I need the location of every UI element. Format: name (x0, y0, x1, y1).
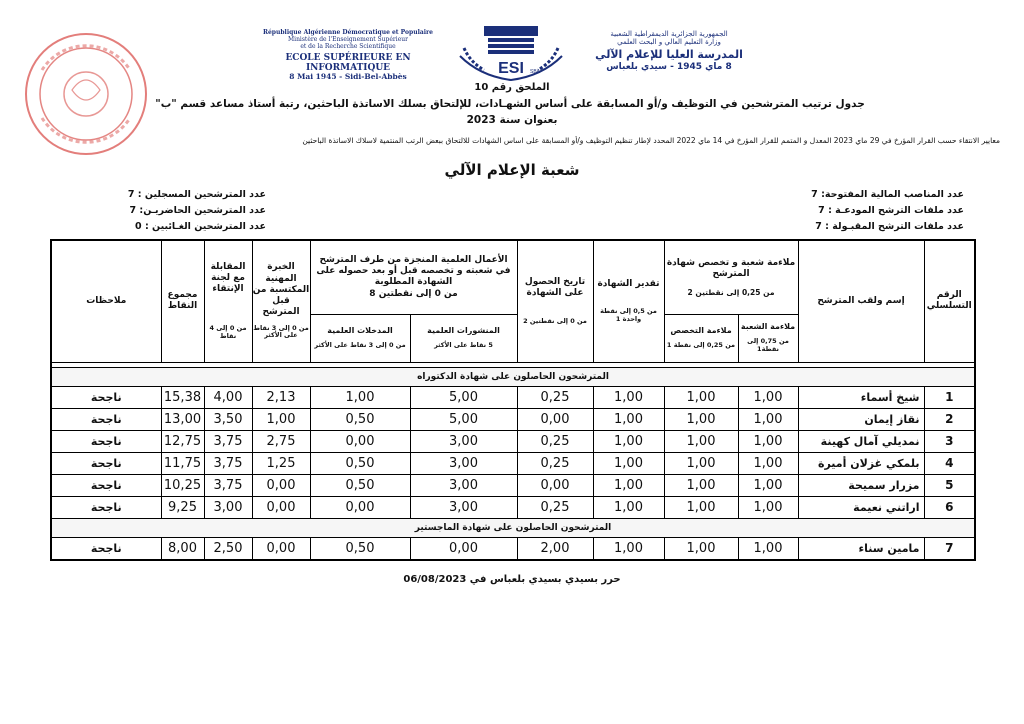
cell-experience: 0,00 (252, 537, 310, 560)
col-relevance-branch (738, 314, 798, 362)
cell-status: ناجحة (51, 386, 161, 408)
cell-status: ناجحة (51, 452, 161, 474)
cell-name: شيخ أسماء (798, 386, 924, 408)
cell-serial: 5 (924, 474, 975, 496)
document-title: جدول ترتيب المترشحين في التوظيف و/أو المسابقة على أساس الشهـادات، للإلتحاق بسلك الاساتذة الباحثين، رتبة أستاذ مساعد قسم "ب" (155, 98, 865, 110)
col-experience (252, 240, 310, 362)
cell-date: 0,25 (517, 386, 593, 408)
col-spec-scale: من 0,25 إلى نقطة 1 (666, 340, 736, 349)
cell-experience: 2,75 (252, 430, 310, 452)
cell-grade: 1,00 (593, 537, 664, 560)
cell-date: 0,25 (517, 452, 593, 474)
cell-total: 8,00 (161, 537, 204, 560)
cell-communications: 0,00 (310, 430, 410, 452)
col-communications-scale: من 0 إلى 3 نقاط على الأكثر (314, 340, 406, 349)
cell-publications: 0,00 (410, 537, 517, 560)
cell-total: 11,75 (161, 452, 204, 474)
cell-grade: 1,00 (593, 386, 664, 408)
stat-files-submitted: عدد ملفات الترشح المودعـة : 7 (818, 205, 964, 216)
header-arabic (584, 30, 754, 72)
cell-status: ناجحة (51, 474, 161, 496)
col-date-label: تاريخ الحصول على الشهادة (524, 277, 586, 299)
cell-grade: 1,00 (593, 430, 664, 452)
col-works-label: الأعمال العلمية المنجزة من طرف المترشح في شعبته و تخصصه قبل أو بعد حصوله على الشهادة المطلوبة (316, 254, 511, 288)
cell-name: مزرار سميحة (798, 474, 924, 496)
cell-spec: 1,00 (664, 496, 738, 518)
col-experience-scale: من 0 إلى 3 نقاط على الأكثر (253, 323, 309, 340)
stat-present: عدد المترشحين الحاضريـن: 7 (129, 205, 266, 216)
cell-publications: 3,00 (410, 496, 517, 518)
ar-school-city: 8 ماي 1945 - سيدي بلعباس (606, 61, 732, 72)
cell-total: 15,38 (161, 386, 204, 408)
col-branch-scale: من 0,75 إلى نقطة1 (747, 337, 789, 353)
col-relevance-spec (664, 314, 738, 362)
cell-branch: 1,00 (738, 474, 798, 496)
fr-school-city: 8 Mai 1945 - Sidi-Bel-Abbès (289, 72, 407, 82)
cell-branch: 1,00 (738, 452, 798, 474)
col-publications-scale: 5 نقاط على الأكثر (434, 340, 493, 349)
cell-date: 2,00 (517, 537, 593, 560)
cell-date: 0,00 (517, 408, 593, 430)
col-grade (593, 240, 664, 362)
cell-status: ناجحة (51, 408, 161, 430)
stat-open-positions: عدد المناصب المالية المفتوحة: 7 (811, 189, 964, 200)
cell-total: 13,00 (161, 408, 204, 430)
cell-communications: 0,50 (310, 452, 410, 474)
cell-total: 9,25 (161, 496, 204, 518)
section-doctorate: المترشحون الحاصلون على شهادة الدكتوراه (51, 367, 975, 386)
cell-communications: 0,00 (310, 496, 410, 518)
col-interview-scale: من 0 إلى 4 نقاط (209, 324, 247, 341)
cell-serial: 4 (924, 452, 975, 474)
col-grade-scale: من 0,5 إلى نقطة واحدة 1 (600, 307, 657, 323)
stats-positions (811, 187, 964, 235)
col-notes: ملاحظات (51, 240, 161, 362)
cell-interview: 3,00 (204, 496, 252, 518)
cell-serial: 2 (924, 408, 975, 430)
ranking-table (50, 239, 976, 561)
cell-branch: 1,00 (738, 386, 798, 408)
cell-grade: 1,00 (593, 452, 664, 474)
table-row (51, 408, 975, 430)
cell-interview: 4,00 (204, 386, 252, 408)
cell-grade: 1,00 (593, 474, 664, 496)
table-row (51, 496, 975, 518)
cell-experience: 2,13 (252, 386, 310, 408)
cell-interview: 2,50 (204, 537, 252, 560)
ar-republic: الجمهورية الجزائرية الديمقراطية الشعبية (610, 30, 728, 38)
logo-text: ESI (498, 60, 524, 77)
cell-experience: 0,00 (252, 474, 310, 496)
col-communications (310, 314, 410, 362)
selection-criteria: معايير الانتقاء حسب القرار المؤرخ في 29 ماي 2023 المعدل و المتمم للقرار المؤرخ في 14 ماي 2022 المحدد لإطار تنظيم التوظيف و/أو المسابقة على اساس الشهادات للالتحاق ببعض الرتب المنتمية لاسلاك الاساتذة الباحثين (302, 136, 1000, 145)
cell-branch: 1,00 (738, 496, 798, 518)
cell-total: 12,75 (161, 430, 204, 452)
cell-communications: 0,50 (310, 537, 410, 560)
logo-subtext: SBA (530, 69, 541, 75)
cell-experience: 1,25 (252, 452, 310, 474)
cell-status: ناجحة (51, 537, 161, 560)
cell-branch: 1,00 (738, 537, 798, 560)
cell-spec: 1,00 (664, 452, 738, 474)
ar-ministry: وزارة التعليم العالي و البحث العلمي (617, 38, 721, 47)
cell-branch: 1,00 (738, 430, 798, 452)
table-row (51, 430, 975, 452)
cell-interview: 3,75 (204, 452, 252, 474)
col-publications (410, 314, 517, 362)
cell-date: 0,25 (517, 496, 593, 518)
cell-spec: 1,00 (664, 474, 738, 496)
cell-publications: 3,00 (410, 430, 517, 452)
esi-logo (450, 18, 572, 86)
col-interview (204, 240, 252, 362)
cell-experience: 1,00 (252, 408, 310, 430)
col-relevance-label: ملاءمة شعبة و تخصص شهادة المترشح (666, 257, 796, 279)
col-works-scale: من 0 إلى نقطتين 8 (369, 288, 458, 299)
cell-name: بلمكي غزلان أميرة (798, 452, 924, 474)
cell-name: اراتني نعيمة (798, 496, 924, 518)
col-experience-label: الخبرة المهنية المكتسبة من قبل المترشح (252, 262, 310, 318)
table-row (51, 386, 975, 408)
cell-status: ناجحة (51, 496, 161, 518)
col-grade-label: تقدير الشهادة (597, 278, 660, 289)
fr-republic: République Algérienne Démocratique et Populaire (262, 29, 433, 36)
col-relevance (664, 240, 798, 314)
cell-serial: 7 (924, 537, 975, 560)
annex-number: الملحق رقم 10 (474, 82, 550, 93)
col-branch-label: ملاءمة الشعبة (740, 322, 796, 332)
cell-interview: 3,75 (204, 430, 252, 452)
cell-communications: 0,50 (310, 408, 410, 430)
department-title: شعبة الإعلام الآلي (444, 161, 580, 179)
col-serial: الرقم التسلسلي (924, 240, 975, 362)
cell-date: 0,25 (517, 430, 593, 452)
table-row (51, 452, 975, 474)
cell-grade: 1,00 (593, 496, 664, 518)
cell-serial: 6 (924, 496, 975, 518)
cell-status: ناجحة (51, 430, 161, 452)
col-spec-label: ملاءمة التخصص (670, 326, 732, 336)
fr-school-name: ECOLE SUPÉRIEURE EN INFORMATIQUE (285, 52, 411, 74)
col-relevance-scale: من 0,25 إلى نقطتين 2 (687, 288, 775, 297)
cell-interview: 3,50 (204, 408, 252, 430)
footer-signature-line: حرر بسيدي بسيدي بلعباس في 06/08/2023 (403, 574, 621, 585)
cell-total: 10,25 (161, 474, 204, 496)
stats-candidates (106, 187, 266, 235)
cell-communications: 1,00 (310, 386, 410, 408)
table-row (51, 474, 975, 496)
stat-files-accepted: عدد ملفات الترشح المقبـولة : 7 (815, 221, 964, 232)
section-magister: المترشحون الحاصلون على شهادة الماجستير (51, 518, 975, 537)
fr-ministry: Ministère de l'Enseignement Supérieur (288, 35, 408, 43)
cell-communications: 0,50 (310, 474, 410, 496)
stat-registered: عدد المترشحين المسجلين : 7 (127, 189, 266, 200)
cell-name: مامين سناء (798, 537, 924, 560)
cell-name: نمديلي آمال كهينة (798, 430, 924, 452)
cell-serial: 3 (924, 430, 975, 452)
cell-publications: 3,00 (410, 452, 517, 474)
cell-spec: 1,00 (664, 537, 738, 560)
cell-grade: 1,00 (593, 408, 664, 430)
cell-publications: 5,00 (410, 408, 517, 430)
cell-name: نقاز إيمان (798, 408, 924, 430)
cell-experience: 0,00 (252, 496, 310, 518)
stat-absent: عدد المترشحين الغـائبين : 0 (135, 221, 266, 232)
ar-school-name: المدرسة العليا للإعلام الآلي (595, 48, 743, 62)
col-works (310, 240, 517, 314)
table-row (51, 537, 975, 560)
cell-interview: 3,75 (204, 474, 252, 496)
col-total: مجموع النقاط (161, 240, 204, 362)
cell-publications: 5,00 (410, 386, 517, 408)
col-name: إسم ولقب المترشح (798, 240, 924, 362)
cell-serial: 1 (924, 386, 975, 408)
col-communications-label: المدخلات العلمية (327, 326, 393, 336)
col-publications-label: المنشورات العلمية (427, 326, 500, 336)
col-date-scale: من 0 إلى نقطتين 2 (523, 316, 587, 325)
document-year: بعنوان سنة 2023 (466, 114, 558, 126)
cell-publications: 3,00 (410, 474, 517, 496)
fr-ministry-2: et de la Recherche Scientifique (300, 42, 396, 50)
cell-spec: 1,00 (664, 386, 738, 408)
col-date (517, 240, 593, 362)
cell-spec: 1,00 (664, 408, 738, 430)
col-interview-label: المقابلة مع لجنة الإنتقاء (210, 261, 246, 295)
cell-spec: 1,00 (664, 430, 738, 452)
header-french (258, 30, 438, 82)
cell-date: 0,00 (517, 474, 593, 496)
cell-branch: 1,00 (738, 408, 798, 430)
